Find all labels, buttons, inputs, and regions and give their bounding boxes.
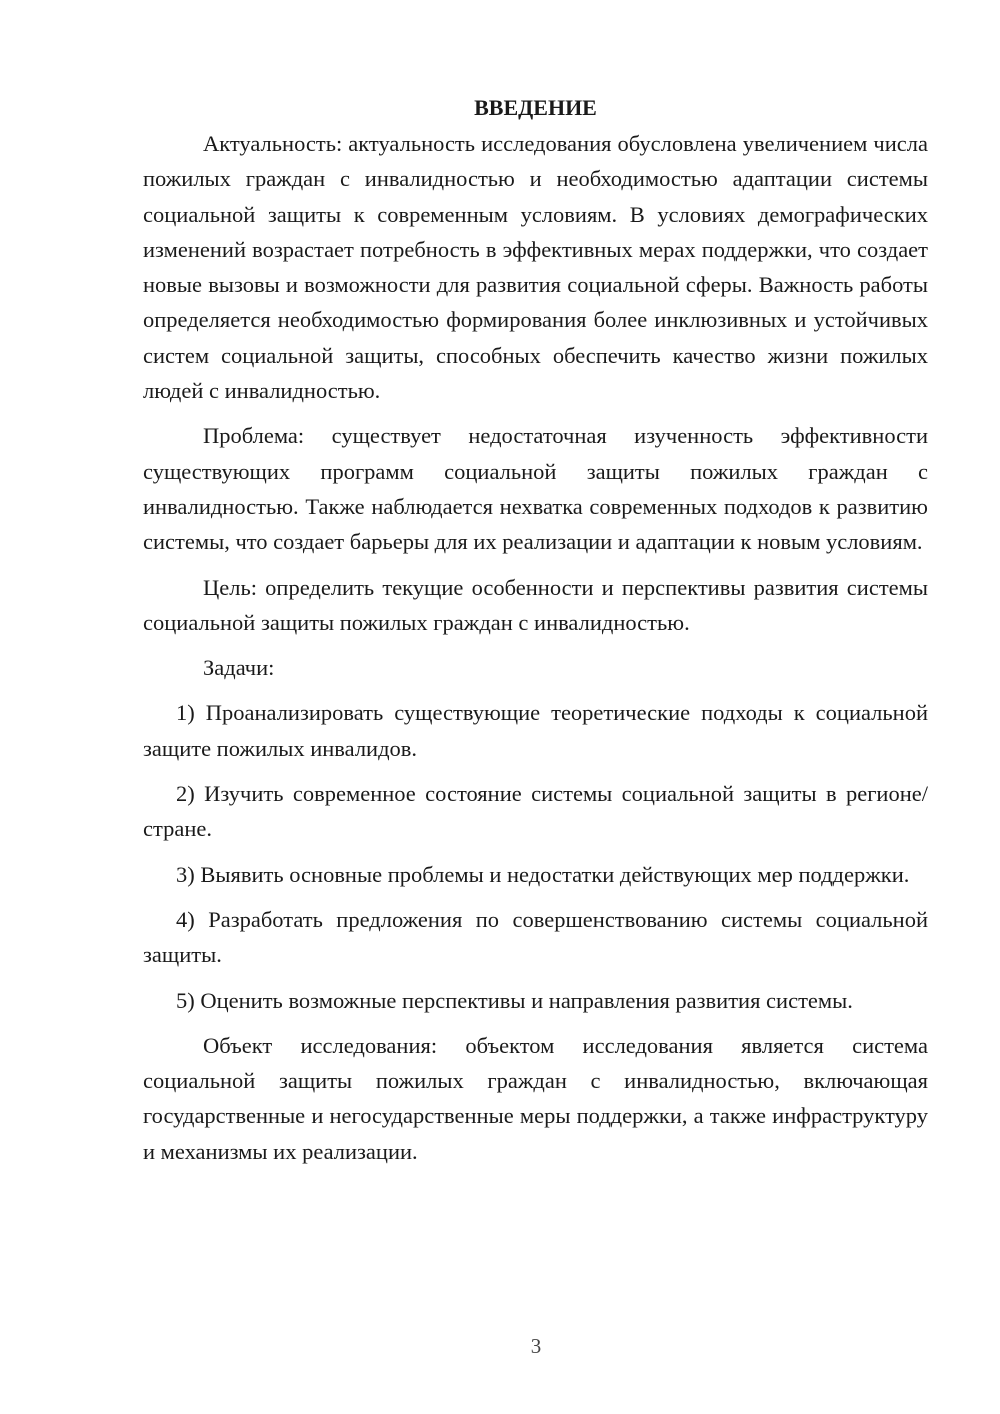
tasks-label: Задачи: [203, 655, 275, 681]
task-item: 4) Разработать предложения по совершенствованию системы социальной защиты. [143, 906, 928, 968]
page-number: 3 [530, 1334, 542, 1358]
page-heading: ВВЕДЕНИЕ [474, 95, 597, 120]
object-paragraph: Объект исследования: объектом исследования является система социальной защиты пожилых граждан с инвалидностью, включающая государственные и негосударственные меры поддержки, а также инфраструктуру и механизмы их реализации. [143, 1032, 928, 1164]
task-item: 2) Изучить современное состояние системы социальной защиты в регионе/стране. [143, 781, 928, 842]
document-page [143, 90, 928, 1169]
problem-paragraph: Проблема: существует недостаточная изученность эффективности существующих программ социальной защиты пожилых граждан с инвалидностью. Также наблюдается нехватка современных подходов к развитию системы, что создает барьеры для их реализации и адаптации к новым условиям. [143, 423, 928, 555]
goal-paragraph: Цель: определить текущие особенности и перспективы развития системы социальной защиты пожилых граждан с инвалидностью. [143, 574, 928, 635]
task-item: 5) Оценить возможные перспективы и направления развития системы. [176, 987, 853, 1013]
task-item: 1) Проанализировать существующие теоретические подходы к социальной защите пожилых инвалидов. [143, 700, 928, 761]
relevance-paragraph: Актуальность: актуальность исследования обусловлена увеличением числа пожилых граждан с инвалидностью и необходимостью адаптации системы социальной защиты к современным условиям. В условиях демографических изменений возрастает потребность в эффективных мерах поддержки, что создает новые вызовы и возможности для развития социальной сферы. Важность работы определяется необходимостью формирования более инклюзивных и устойчивых систем социальной защиты, способных обеспечить качество жизни пожилых людей с инвалидностью. [143, 131, 928, 404]
task-item: 3) Выявить основные проблемы и недостатки действующих мер поддержки. [176, 861, 910, 887]
